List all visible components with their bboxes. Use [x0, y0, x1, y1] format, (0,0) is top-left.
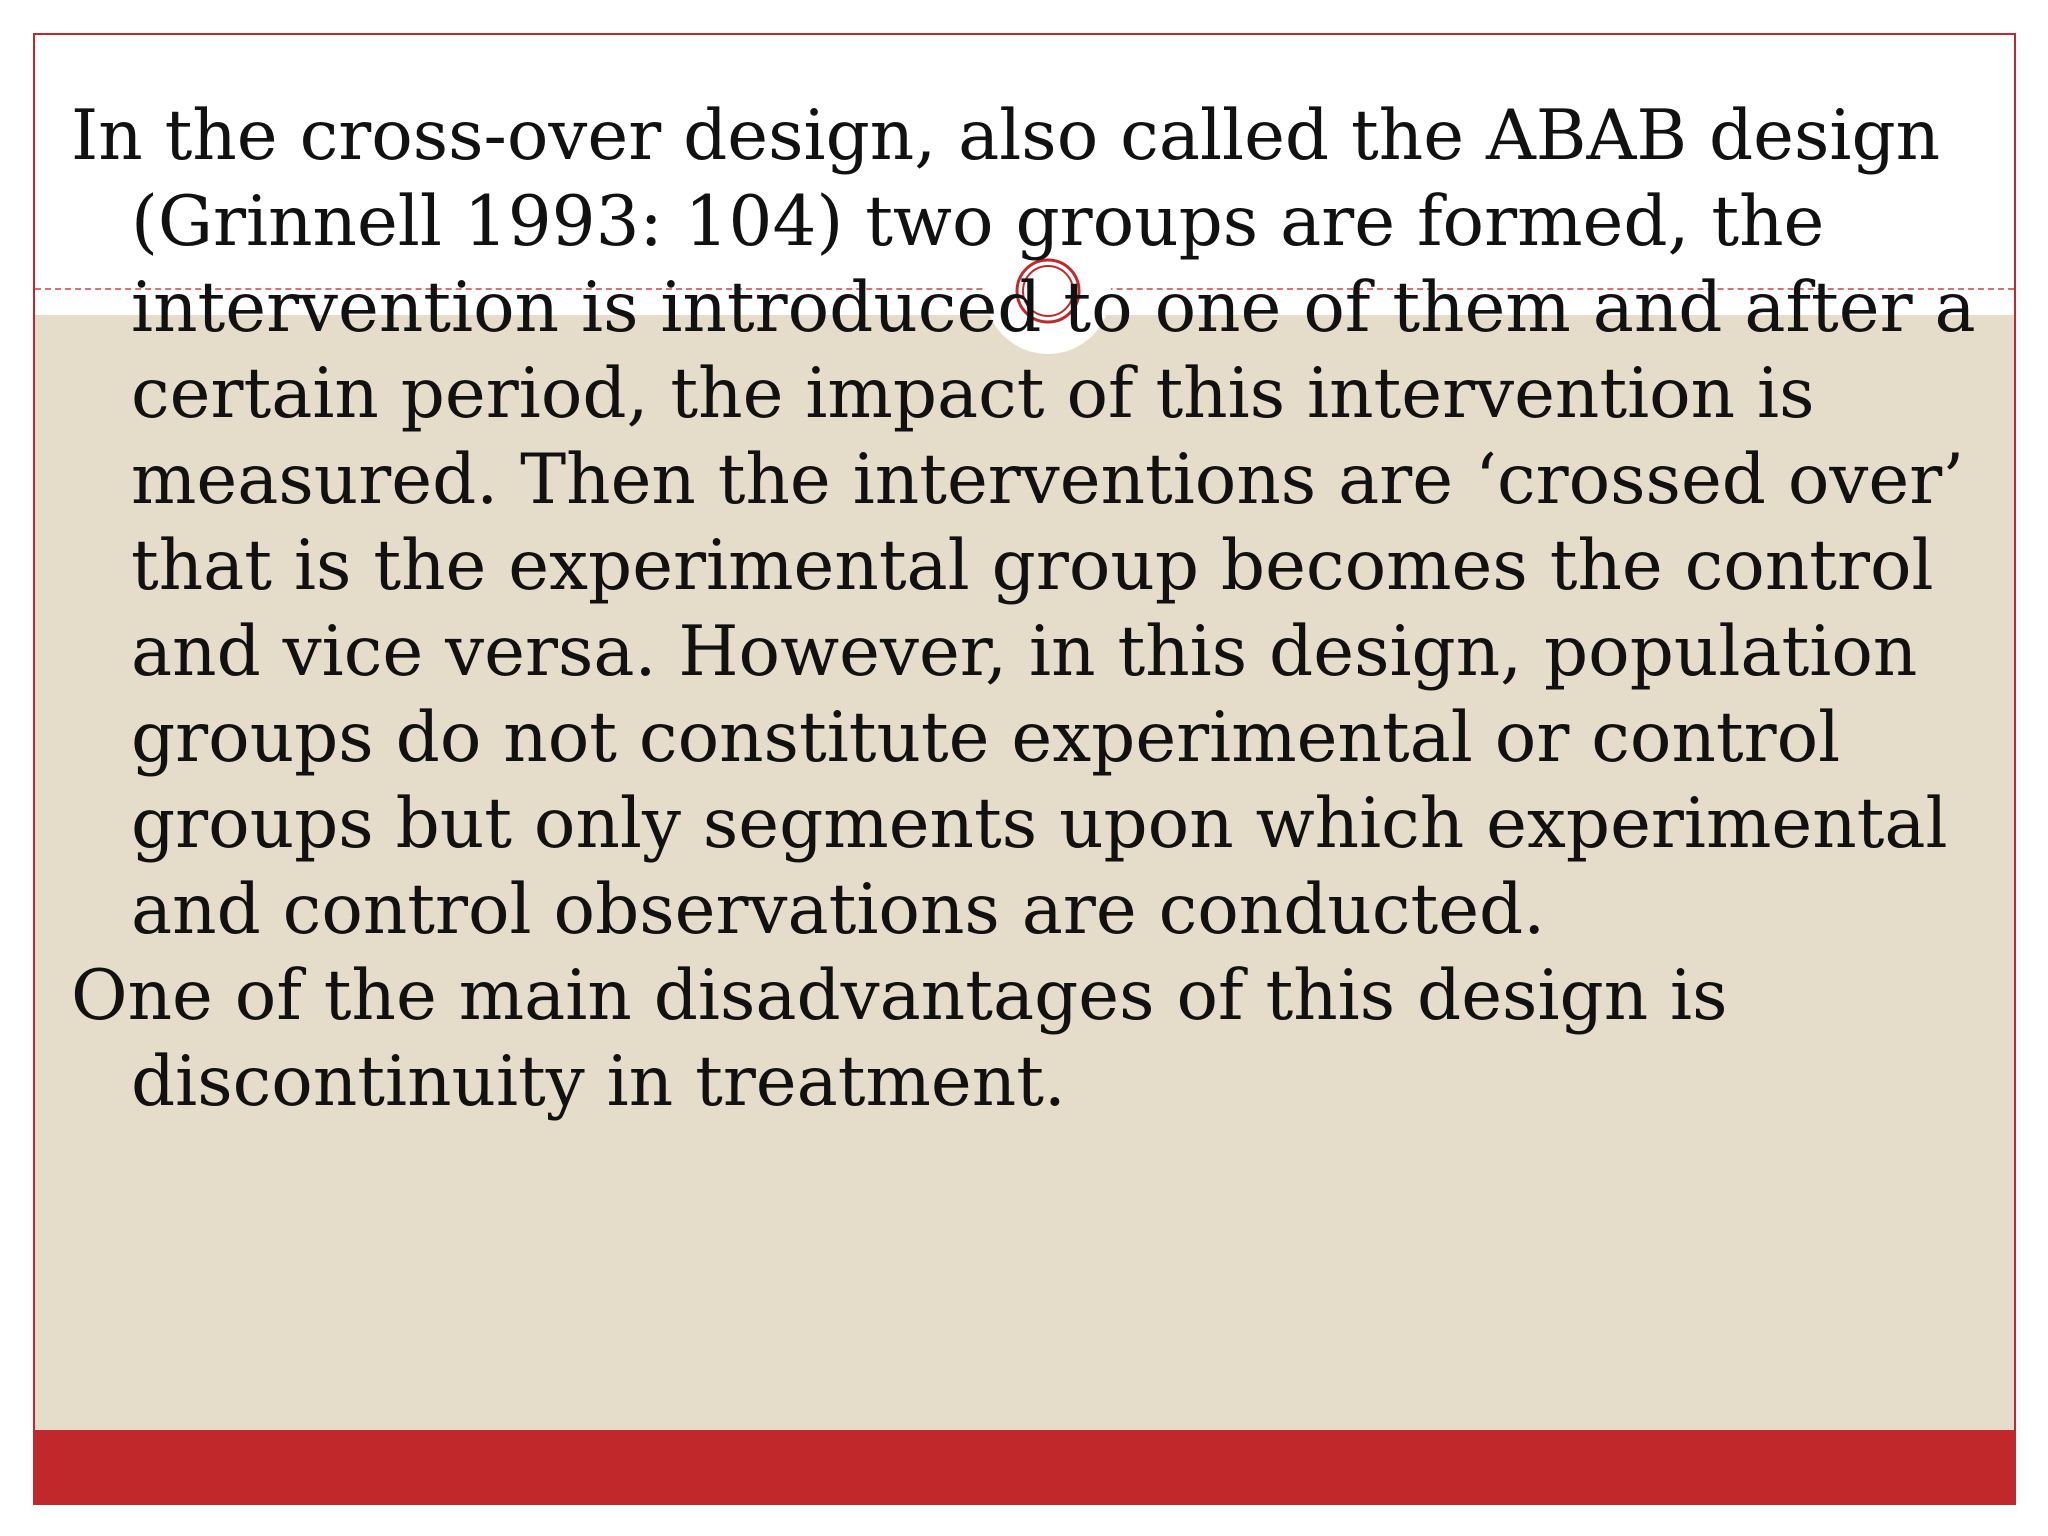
slide: [33, 33, 2016, 1505]
paragraph-disadvantages: One of the main disadvantages of this design is discontinuity in treatment.: [71, 956, 1728, 1122]
paragraph-cross-over-design: In the cross-over design, also called the ABAB design (Grinnell 1993: 104) two groups are formed, the intervention is introduced to one of them and after a certain period, the impact of this intervention is measured. Then the interventions are ‘crossed over’ that is the experimental group becomes the control and vice versa. However, in this design, population groups do not constitute experimental or control groups but only segments upon which experimental and control observations are conducted.: [71, 96, 1976, 950]
slide-body: [71, 93, 2001, 1125]
footer-bar: [35, 1430, 2014, 1503]
